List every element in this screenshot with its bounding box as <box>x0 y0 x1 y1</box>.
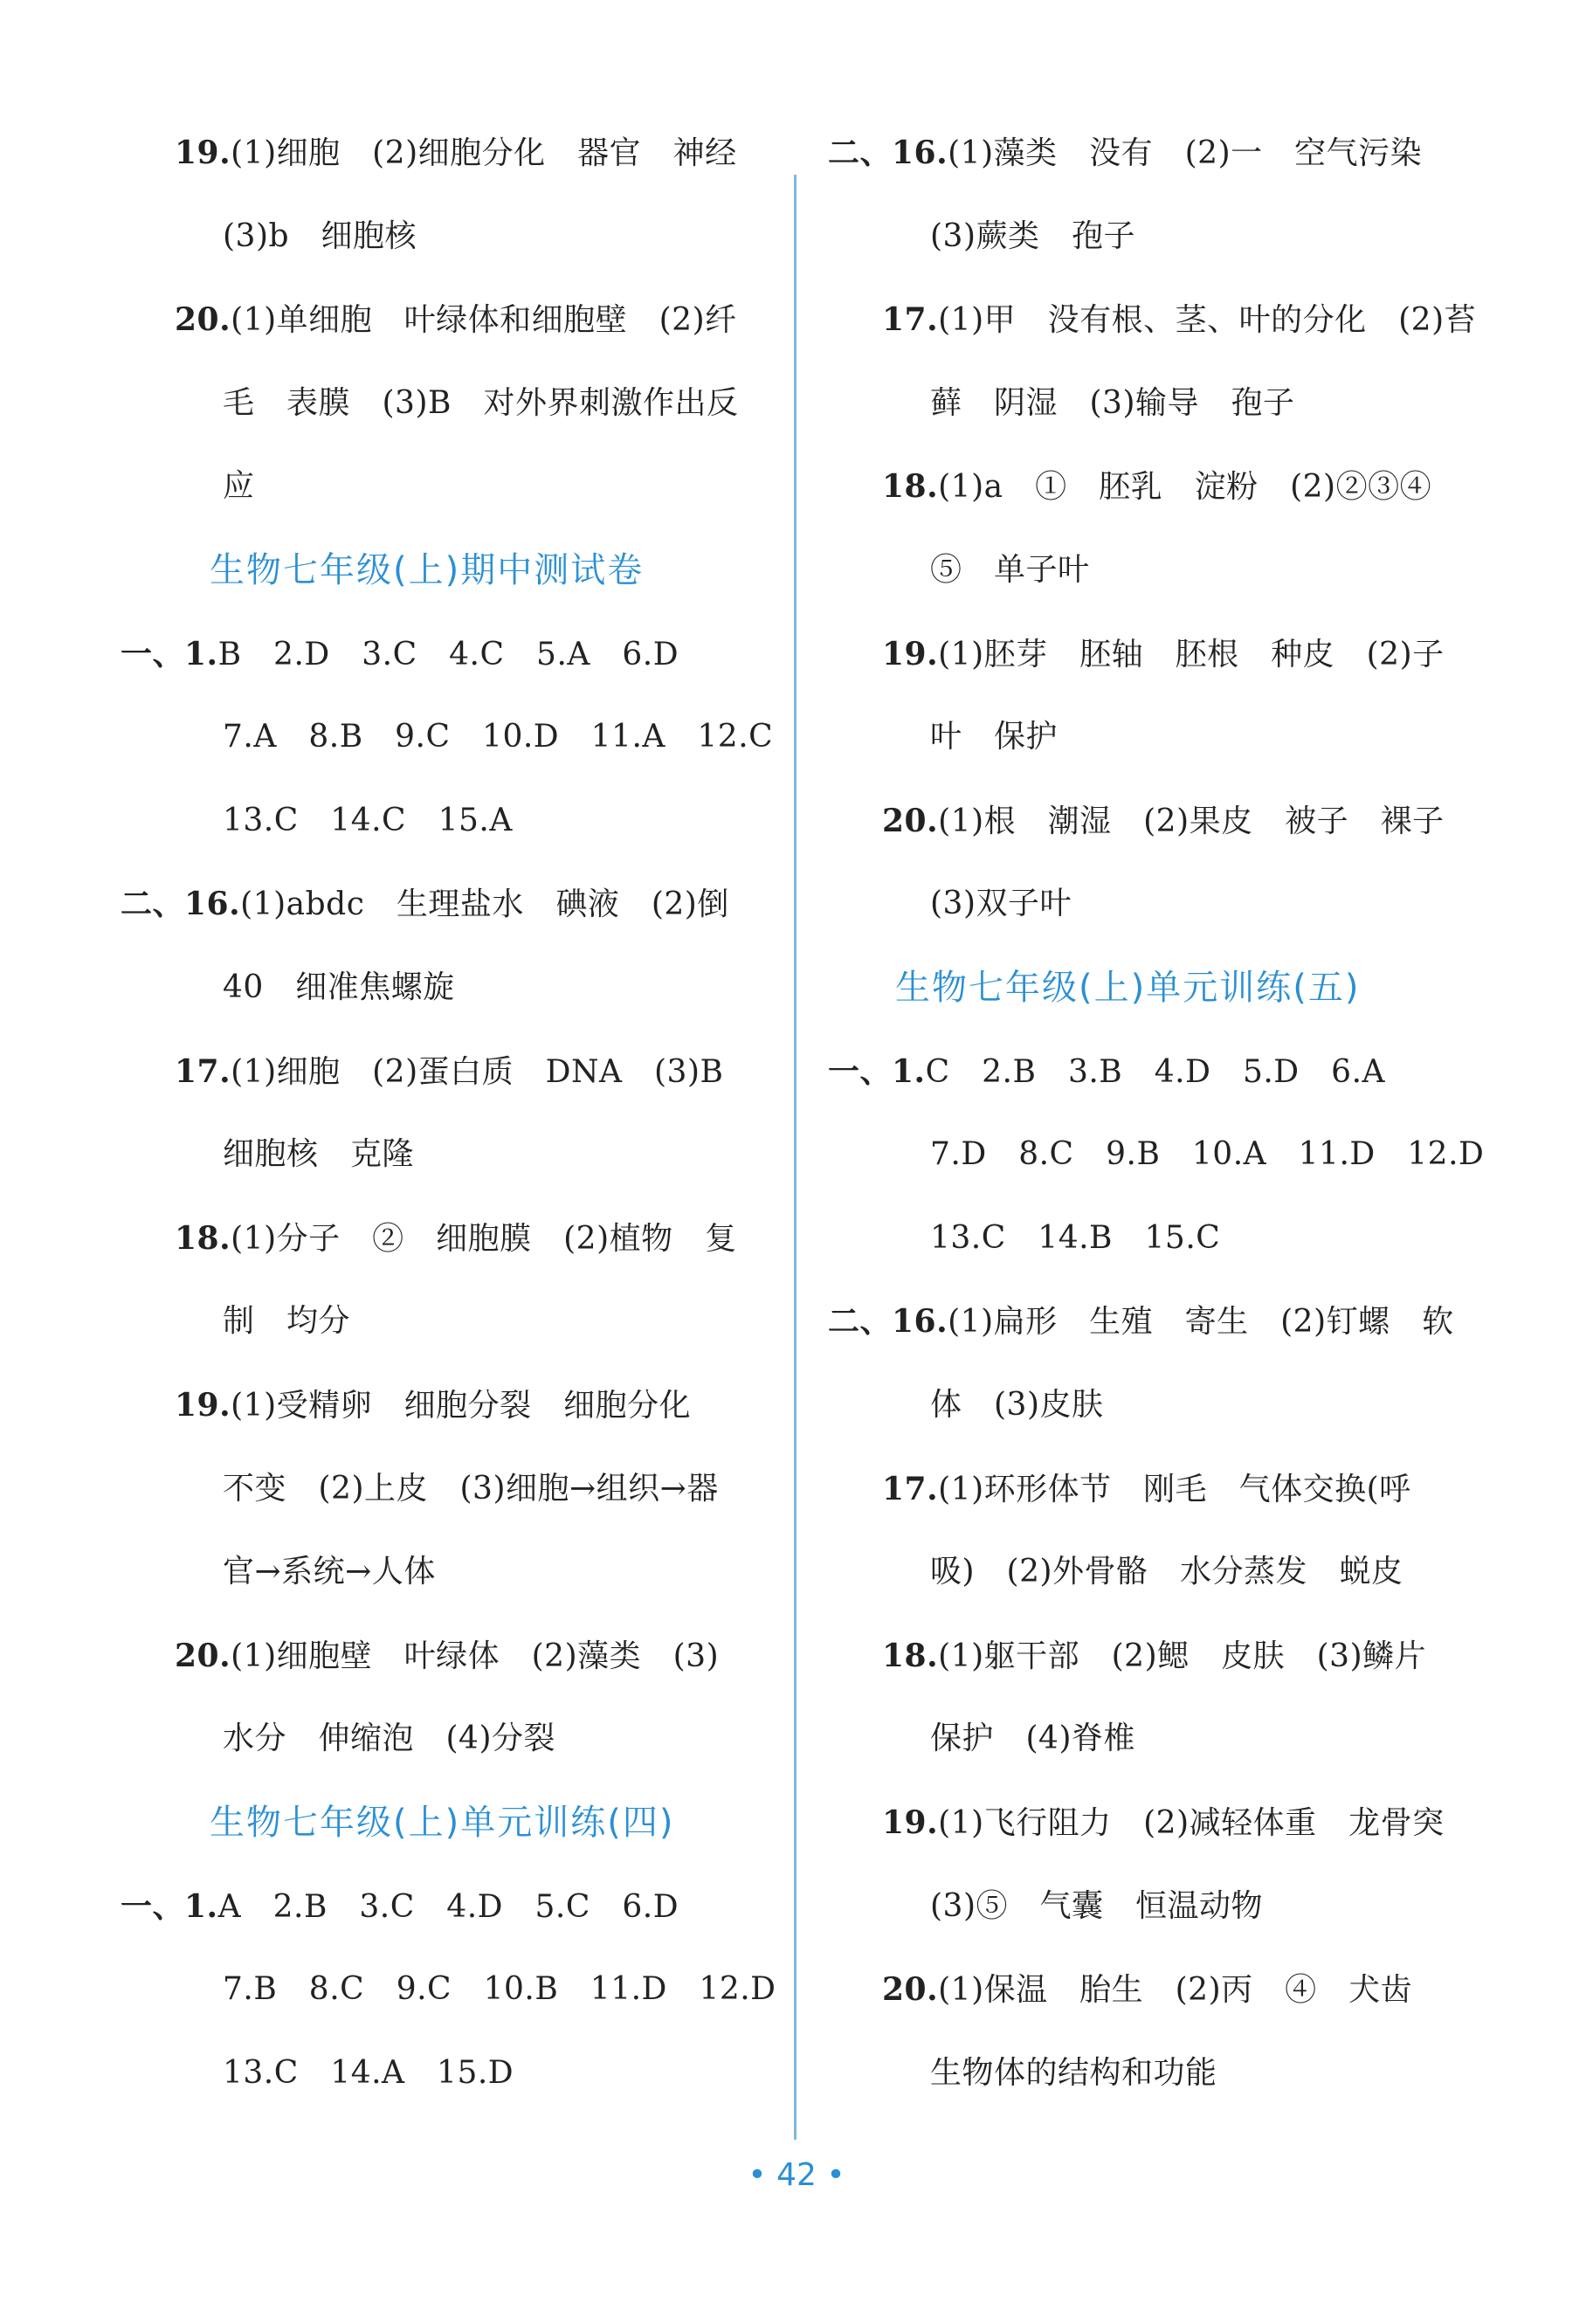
answer-line <box>223 779 513 863</box>
answer-line <box>930 1196 1220 1280</box>
answer-text: (1)根 潮湿 (2)果皮 被子 裸子 <box>938 803 1445 839</box>
question-number: 17. <box>882 1470 939 1507</box>
answer-text: 体 (3)皮肤 <box>930 1387 1104 1423</box>
section-heading: 生物七年级(上)期中测试卷 <box>210 550 645 590</box>
answer-text: 13.C 14.C 15.A <box>223 802 513 838</box>
question-number: 二、16. <box>828 1303 948 1341</box>
question-number: 一、1. <box>121 1887 218 1925</box>
answer-text: (3)双子叶 <box>930 886 1072 922</box>
section-heading: 生物七年级(上)单元训练(四) <box>210 1803 675 1843</box>
answer-line <box>121 612 679 696</box>
answer-line <box>930 1530 1403 1614</box>
answer-line <box>223 445 255 528</box>
answer-text: 毛 表膜 (3)B 对外界刺激作出反 <box>223 384 739 421</box>
answer-text: C 2.B 3.B 4.D 5.D 6.A <box>925 1053 1386 1090</box>
question-number: 19. <box>175 1387 231 1424</box>
answer-text: (1)飞行阻力 (2)减轻体重 龙骨突 <box>938 1805 1445 1841</box>
answer-text: (3)b 细胞核 <box>223 217 417 254</box>
answer-line <box>828 111 1422 195</box>
answer-text: (3)蕨类 孢子 <box>930 217 1135 254</box>
answer-line <box>223 695 773 779</box>
answer-line <box>930 2031 1217 2115</box>
answer-line <box>882 1781 1445 1865</box>
answer-text: 制 均分 <box>223 1303 351 1340</box>
answer-line <box>882 278 1476 362</box>
answer-text: 40 细准焦螺旋 <box>223 969 455 1005</box>
answer-line <box>828 1279 1454 1363</box>
answer-text: (1)abdc 生理盐水 碘液 (2)倒 <box>240 886 729 923</box>
question-number: 一、1. <box>121 635 218 672</box>
answer-text: (1)扁形 生殖 寄生 (2)钉螺 软 <box>948 1304 1454 1341</box>
answer-text: 吸) (2)外骨骼 水分蒸发 蜕皮 <box>930 1554 1403 1590</box>
question-number: 19. <box>882 1804 939 1841</box>
answer-line <box>882 445 1431 528</box>
answer-line <box>223 1697 555 1781</box>
answer-text: ⑤ 单子叶 <box>930 552 1090 588</box>
answer-text: (1)分子 ② 细胞膜 (2)植物 复 <box>231 1220 737 1257</box>
question-number: 20. <box>882 1971 939 2009</box>
answer-text: (1)甲 没有根、茎、叶的分化 (2)苔 <box>938 302 1477 339</box>
answer-text: (1)a ① 胚乳 淀粉 (2)②③④ <box>938 469 1432 506</box>
answer-line <box>882 1948 1412 2031</box>
answer-text: 7.D 8.C 9.B 10.A 11.D 12.D <box>930 1136 1485 1173</box>
question-number: 19. <box>175 134 231 171</box>
answer-line <box>930 528 1090 612</box>
question-number: 20. <box>175 1637 231 1674</box>
answer-text: (1)保温 胎生 (2)丙 ④ 犬齿 <box>938 1972 1413 2009</box>
question-number: 18. <box>882 1637 939 1674</box>
answer-line <box>175 1614 719 1698</box>
answer-text: (1)单细胞 叶绿体和细胞壁 (2)纤 <box>231 302 737 339</box>
answer-line <box>223 2031 514 2115</box>
answer-text: (1)胚芽 胚轴 胚根 种皮 (2)子 <box>938 636 1445 672</box>
answer-text: B 2.D 3.C 4.C 5.A 6.D <box>217 636 679 672</box>
section-heading: 生物七年级(上)单元训练(五) <box>895 968 1361 1008</box>
question-number: 18. <box>882 468 939 506</box>
question-number: 17. <box>175 1052 231 1090</box>
answer-line <box>175 1030 723 1114</box>
answer-line <box>930 1363 1104 1447</box>
answer-text: 官→系统→人体 <box>223 1554 436 1590</box>
answer-line <box>930 1865 1263 1948</box>
answer-text: 应 <box>223 468 255 505</box>
answer-text: 13.C 14.B 15.C <box>930 1219 1221 1256</box>
answer-line <box>175 1363 691 1447</box>
answer-line <box>882 612 1445 696</box>
question-number: 一、1. <box>828 1052 926 1090</box>
answer-line <box>930 195 1135 279</box>
question-number: 20. <box>175 301 231 339</box>
answer-line <box>175 1196 737 1280</box>
answer-text: 保护 (4)脊椎 <box>930 1721 1135 1757</box>
question-number: 19. <box>882 635 939 672</box>
answer-text: 13.C 14.A 15.D <box>223 2054 514 2091</box>
answer-text: 7.B 8.C 9.C 10.B 11.D 12.D <box>223 1971 776 2008</box>
answer-text: 藓 阴湿 (3)输导 孢子 <box>930 384 1295 421</box>
answer-line <box>828 1030 1385 1114</box>
answer-line <box>121 1865 679 1948</box>
page-number: • 42 • <box>748 2157 845 2193</box>
question-number: 18. <box>175 1219 231 1257</box>
answer-text: (1)受精卵 细胞分裂 细胞分化 <box>231 1388 692 1424</box>
answer-text: 不变 (2)上皮 (3)细胞→组织→器 <box>223 1470 719 1507</box>
answer-text: A 2.B 3.C 4.D 5.C 6.D <box>217 1888 679 1925</box>
answer-line <box>223 1530 436 1614</box>
answer-line <box>930 695 1058 779</box>
answer-line <box>175 111 737 195</box>
question-number: 二、16. <box>121 886 241 923</box>
answer-line <box>930 862 1072 946</box>
answer-text: 细胞核 克隆 <box>223 1136 415 1173</box>
answer-text: (3)⑤ 气囊 恒温动物 <box>930 1887 1263 1924</box>
answer-text: 生物体的结构和功能 <box>930 2054 1217 2091</box>
answer-text: (1)细胞 (2)细胞分化 器官 神经 <box>231 135 737 171</box>
answer-line <box>930 1113 1484 1196</box>
answer-text: 7.A 8.B 9.C 10.D 11.A 12.C <box>223 719 774 755</box>
column-divider <box>794 175 796 2140</box>
answer-line <box>121 862 729 946</box>
answer-line <box>223 362 738 445</box>
answer-line <box>930 1697 1135 1781</box>
answer-line <box>223 1279 350 1363</box>
answer-text: (1)细胞壁 叶绿体 (2)藻类 (3) <box>231 1638 720 1674</box>
question-number: 17. <box>882 301 939 339</box>
answer-text: (1)藻类 没有 (2)一 空气污染 <box>948 135 1423 171</box>
answer-line <box>882 1447 1411 1531</box>
answer-text: 水分 伸缩泡 (4)分裂 <box>223 1721 555 1757</box>
answer-text: (1)细胞 (2)蛋白质 DNA (3)B <box>231 1053 724 1090</box>
answer-text: (1)环形体节 刚毛 气体交换(呼 <box>938 1471 1411 1507</box>
question-number: 二、16. <box>828 134 948 171</box>
answer-line <box>223 195 417 279</box>
answer-line <box>882 779 1445 863</box>
answer-line <box>223 1113 414 1196</box>
answer-line <box>223 1948 776 2031</box>
question-number: 20. <box>882 802 939 839</box>
answer-line <box>882 1614 1426 1698</box>
answer-text: (1)躯干部 (2)鳃 皮肤 (3)鳞片 <box>938 1638 1427 1674</box>
answer-line <box>223 946 455 1030</box>
answer-line <box>930 362 1295 445</box>
answer-line <box>175 278 737 362</box>
answer-text: 叶 保护 <box>930 719 1059 755</box>
answer-line <box>223 1447 719 1531</box>
